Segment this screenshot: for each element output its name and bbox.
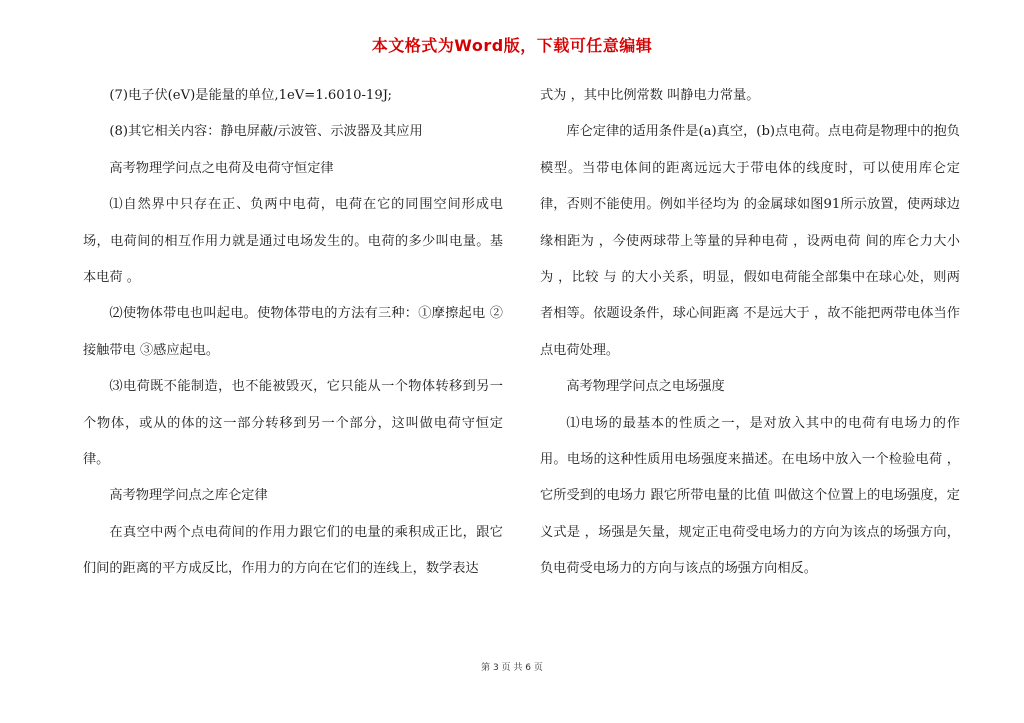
paragraph: 高考物理学问点之电荷及电荷守恒定律 [109, 160, 334, 176]
left-column [83, 78, 503, 588]
page-footer: 第 3 页 共 6 页 [481, 663, 543, 673]
paragraph: ⑵使物体带电也叫起电。使物体带电的方法有三种：①摩擦起电 ②接触带电 ③感应起电。 [83, 306, 503, 358]
paragraph: ⑶电荷既不能制造，也不能被毁灭，它只能从一个物体转移到另一个物体，或从的体的这一部分转移到另一个部分，这叫做电荷守恒定律。 [83, 379, 503, 468]
download-banner: 本文格式为Word版，下载可任意编辑 [371, 36, 653, 55]
paragraph: 库仑定律的适用条件是(a)真空，(b)点电荷。点电荷是物理中的抱负模型。当带电体间的距离远远大于带电体的线度时，可以使用库仑定律，否则不能使用。例如半径均为 的金属球如图91所示放置，使两球边缘相距为 ，今使两球带上等量的异种电荷 ，设两电荷 间的库仑力大小为 ，比较 与 的大小关系，明显，假如电荷能全部集中在球心处，则两者相等。依题设条件，球心间距离 不是远大于 ，故不能把两带电体当作点电荷处理。 [540, 124, 960, 358]
paragraph: 高考物理学问点之电场强度 [566, 379, 725, 395]
paragraph: (7)电子伏(eV)是能量的单位,1eV=1.6010-19J; [109, 88, 392, 103]
paragraph: 高考物理学问点之库仑定律 [109, 488, 268, 504]
paragraph: ⑴自然界中只存在正、负两中电荷，电荷在它的同围空间形成电场，电荷间的相互作用力就是通过电场发生的。电荷的多少叫电量。基本电荷 。 [83, 197, 503, 286]
paragraph: 在真空中两个点电荷间的作用力跟它们的电量的乘积成正比，跟它们间的距离的平方成反比，作用力的方向在它们的连线上，数学表达 [83, 524, 503, 577]
paragraph: ⑴电场的最基本的性质之一，是对放入其中的电荷有电场力的作用。电场的这种性质用电场强度来描述。在电场中放入一个检验电荷 ，它所受到的电场力 跟它所带电量的比值 叫做这个位置上的电场强度，定义式是 ，场强是矢量，规定正电荷受电场力的方向为该点的场强方向，负电荷受电场力的方向与该点的场强方向相反。 [540, 415, 960, 577]
right-column [540, 78, 960, 588]
paragraph: (8)其它相关内容：静电屏蔽/示波管、示波器及其应用 [109, 124, 423, 140]
paragraph: 式为 ，其中比例常数 叫静电力常量。 [540, 88, 760, 103]
